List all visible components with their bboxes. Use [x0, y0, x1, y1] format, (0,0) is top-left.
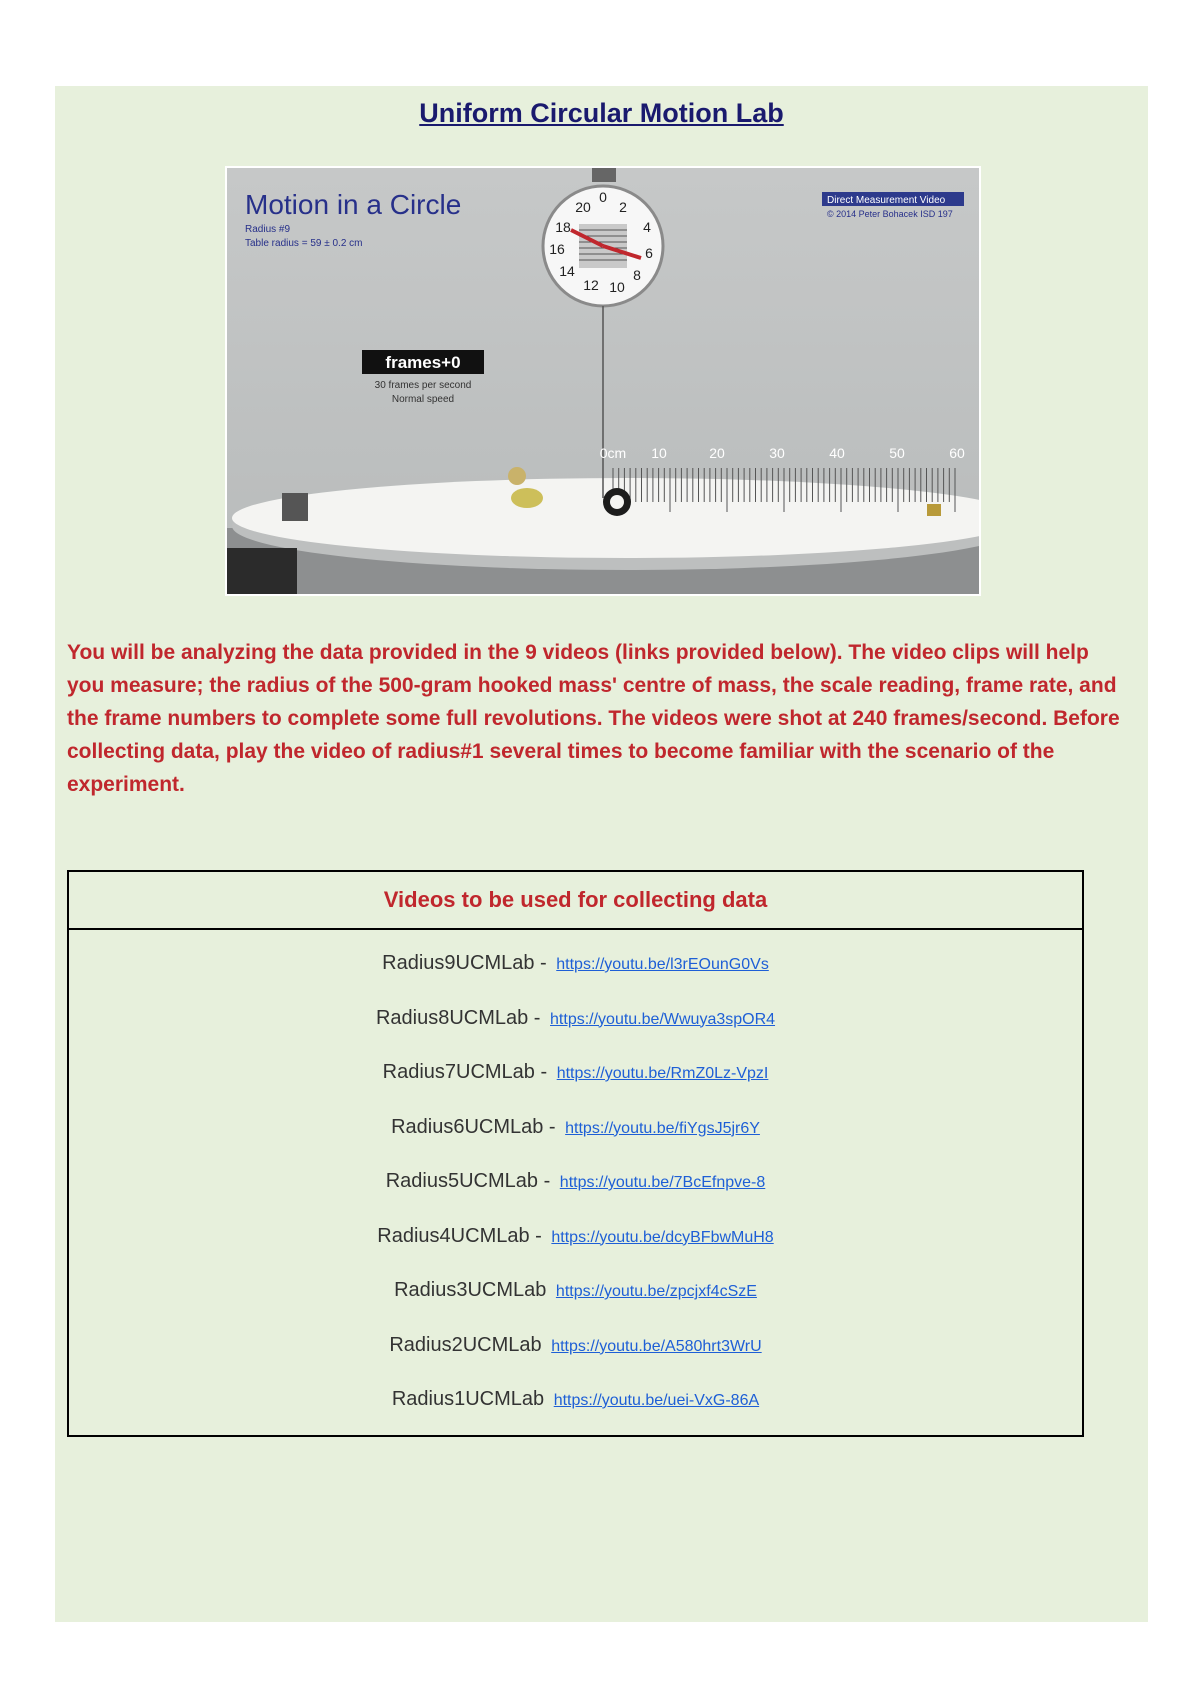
ruler-label: 20 — [709, 445, 725, 461]
video-name: Radius7UCMLab - — [382, 1061, 548, 1083]
video-name: Radius6UCMLab - — [391, 1115, 556, 1138]
video-link[interactable]: https://youtu.be/Wwuya3spOR4 — [550, 1010, 776, 1028]
ruler-label: 0cm — [599, 445, 627, 461]
dial-number: 14 — [559, 263, 575, 279]
video-link[interactable]: https://youtu.be/7BcEfnpve-8 — [559, 1174, 766, 1191]
table-row — [69, 991, 1082, 1046]
table-row — [69, 1209, 1082, 1264]
table-row — [69, 1263, 1082, 1318]
video-link[interactable]: https://youtu.be/dcyBFbwMuH8 — [551, 1228, 774, 1246]
intro-paragraph: You will be analyzing the data provided in the 9 videos (links provided below). The video clips will help you measure; the radius of the 500-gram hooked mass' centre of mass, the scale reading, frame rate, and the frame numbers to complete some full revolutions. The videos were shot at 240 frames/second. Before collecting data, play the video of radius#1 several times to become familiar with the scenario of the experiment. — [67, 641, 1120, 796]
page-title: Uniform Circular Motion Lab — [419, 98, 784, 128]
dial-number: 10 — [609, 279, 625, 295]
table-rows — [69, 930, 1082, 1435]
video-name: Radius2UCMLab — [389, 1333, 542, 1356]
video-link[interactable]: https://youtu.be/zpcjxf4cSzE — [555, 1283, 757, 1300]
video-credit: © 2014 Peter Bohacek ISD 197 — [827, 209, 953, 219]
video-subtitle-radius: Radius #9 — [245, 224, 291, 235]
dial-number: 0 — [599, 189, 607, 205]
speed-label: Normal speed — [391, 394, 455, 405]
table-header: Videos to be used for collecting data — [69, 872, 1082, 930]
dial-number: 12 — [583, 277, 599, 293]
video-name: Radius9UCMLab - — [382, 952, 547, 974]
dial-number: 20 — [575, 199, 591, 215]
ruler-label: 30 — [769, 445, 785, 461]
table-row — [69, 1318, 1082, 1373]
dial-number: 2 — [619, 199, 627, 215]
dial-number: 6 — [645, 245, 653, 261]
dial-number: 4 — [643, 219, 651, 235]
fps-label: 30 frames per second — [374, 380, 472, 391]
video-link[interactable]: https://youtu.be/l3rEOunG0Vs — [556, 956, 769, 973]
table-row — [69, 1045, 1082, 1100]
video-subtitle-table: Table radius = 59 ± 0.2 cm — [245, 238, 363, 249]
video-name: Radius3UCMLab — [394, 1279, 547, 1301]
document-sheet — [55, 86, 1148, 1622]
table-row — [69, 1372, 1082, 1427]
ruler-label: 40 — [829, 445, 845, 461]
dial-number: 8 — [633, 267, 641, 283]
table-row — [69, 936, 1082, 991]
video-still-image — [225, 166, 981, 596]
frames-counter: frames+0 — [385, 353, 461, 372]
video-link[interactable]: https://youtu.be/A580hrt3WrU — [551, 1337, 762, 1355]
ruler-label: 60 — [949, 445, 965, 461]
video-link[interactable]: https://youtu.be/RmZ0Lz-VpzI — [556, 1065, 769, 1082]
ruler-label: 50 — [889, 445, 905, 461]
ruler-label: 10 — [651, 445, 667, 461]
video-badge: Direct Measurement Video — [827, 195, 946, 206]
table-row — [69, 1100, 1082, 1155]
table-row — [69, 1154, 1082, 1209]
video-name: Radius4UCMLab - — [377, 1224, 542, 1247]
video-name: Radius8UCMLab - — [375, 1006, 541, 1029]
dial-number: 16 — [549, 241, 565, 257]
video-heading: Motion in a Circle — [245, 189, 462, 220]
experiment-illustration — [227, 168, 979, 594]
video-name: Radius1UCMLab — [391, 1388, 545, 1410]
videos-table — [67, 870, 1084, 1437]
video-link[interactable]: https://youtu.be/fiYgsJ5jr6Y — [565, 1119, 760, 1137]
dial-number: 18 — [555, 219, 571, 235]
video-name: Radius5UCMLab - — [385, 1170, 551, 1192]
video-link[interactable]: https://youtu.be/uei-VxG-86A — [553, 1392, 760, 1409]
